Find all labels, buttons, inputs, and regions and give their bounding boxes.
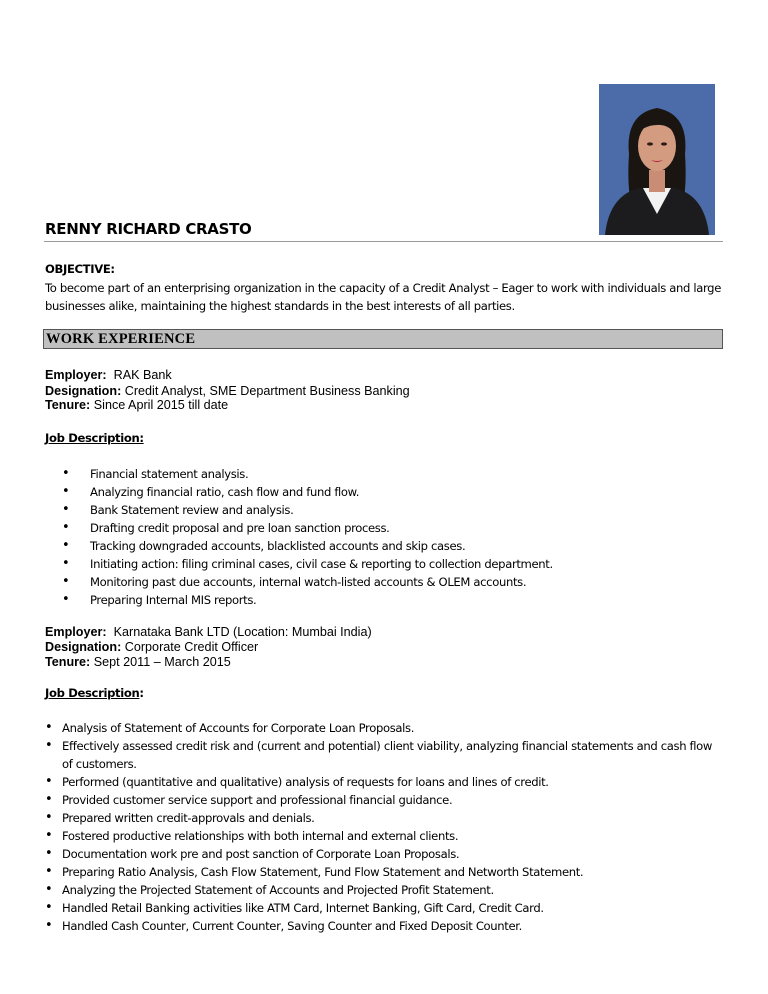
job-1-employer <box>45 368 172 383</box>
job-2-employer <box>45 625 372 640</box>
objective-label: OBJECTIVE: <box>45 262 115 276</box>
list-item: • Analyzing financial ratio, cash flow and fund flow. <box>62 483 553 501</box>
tenure-value: Since April 2015 till date <box>93 398 229 412</box>
list-item: • Prepared written credit-approvals and denials. <box>45 809 725 827</box>
job-2-description-label <box>45 686 144 700</box>
job-1-tenure <box>45 398 228 413</box>
list-item: • Monitoring past due accounts, internal watch-listed accounts & OLEM accounts. <box>62 573 553 591</box>
job-1-description-label: Job Description: <box>45 431 144 445</box>
job-2-tenure <box>45 655 231 670</box>
section-title: WORK EXPERIENCE <box>46 331 196 347</box>
list-item: • Documentation work pre and post sanction of Corporate Loan Proposals. <box>45 845 725 863</box>
list-item: • Analyzing the Projected Statement of Accounts and Projected Profit Statement. <box>45 881 725 899</box>
job-1-designation <box>45 384 410 399</box>
list-item: • Fostered productive relationships with both internal and external clients. <box>45 827 725 845</box>
job-description-colon: : <box>139 686 144 700</box>
job-1-duties <box>62 465 553 609</box>
list-item: • Preparing Ratio Analysis, Cash Flow Statement, Fund Flow Statement and Networth Statement. <box>45 863 725 881</box>
section-header-work-experience <box>43 329 723 349</box>
list-item: • Financial statement analysis. <box>62 465 553 483</box>
profile-photo <box>599 84 715 235</box>
designation-label: Designation: <box>45 384 122 398</box>
employer-value: RAK Bank <box>113 368 172 382</box>
list-item: • Effectively assessed credit risk and (current and potential) client viability, analyzing financial statements and cash flow of customers. <box>45 737 725 773</box>
list-item: • Handled Cash Counter, Current Counter, Saving Counter and Fixed Deposit Counter. <box>45 917 725 935</box>
list-item: • Handled Retail Banking activities like ATM Card, Internet Banking, Gift Card, Credit Card. <box>45 899 725 917</box>
designation-value: Credit Analyst, SME Department Business Banking <box>124 384 410 398</box>
tenure-label: Tenure: <box>45 398 91 412</box>
employer-value: Karnataka Bank LTD (Location: Mumbai India) <box>113 625 372 639</box>
list-item: • Tracking downgraded accounts, blacklisted accounts and skip cases. <box>62 537 553 555</box>
candidate-name: RENNY RICHARD CRASTO <box>45 220 252 238</box>
list-item: • Bank Statement review and analysis. <box>62 501 553 519</box>
tenure-label: Tenure: <box>45 655 91 669</box>
tenure-value: Sept 2011 – March 2015 <box>93 655 231 669</box>
list-item: • Provided customer service support and professional financial guidance. <box>45 791 725 809</box>
designation-value: Corporate Credit Officer <box>124 640 259 654</box>
list-item: • Initiating action: filing criminal cases, civil case & reporting to collection department. <box>62 555 553 573</box>
employer-label: Employer: <box>45 368 107 382</box>
job-description-text: Job Description <box>45 686 140 700</box>
job-2-designation <box>45 640 258 655</box>
name-divider <box>44 241 723 242</box>
list-item: • Analysis of Statement of Accounts for Corporate Loan Proposals. <box>45 719 725 737</box>
designation-label: Designation: <box>45 640 122 654</box>
employer-label: Employer: <box>45 625 107 639</box>
list-item: • Preparing Internal MIS reports. <box>62 591 553 609</box>
list-item: • Drafting credit proposal and pre loan sanction process. <box>62 519 553 537</box>
job-2-duties <box>45 719 725 935</box>
list-item: • Performed (quantitative and qualitative) analysis of requests for loans and lines of credit. <box>45 773 725 791</box>
objective-text: To become part of an enterprising organization in the capacity of a Credit Analyst – Eager to work with individuals and large businesses alike, maintaining the highest standards in the best interests of all parties. <box>45 281 721 313</box>
